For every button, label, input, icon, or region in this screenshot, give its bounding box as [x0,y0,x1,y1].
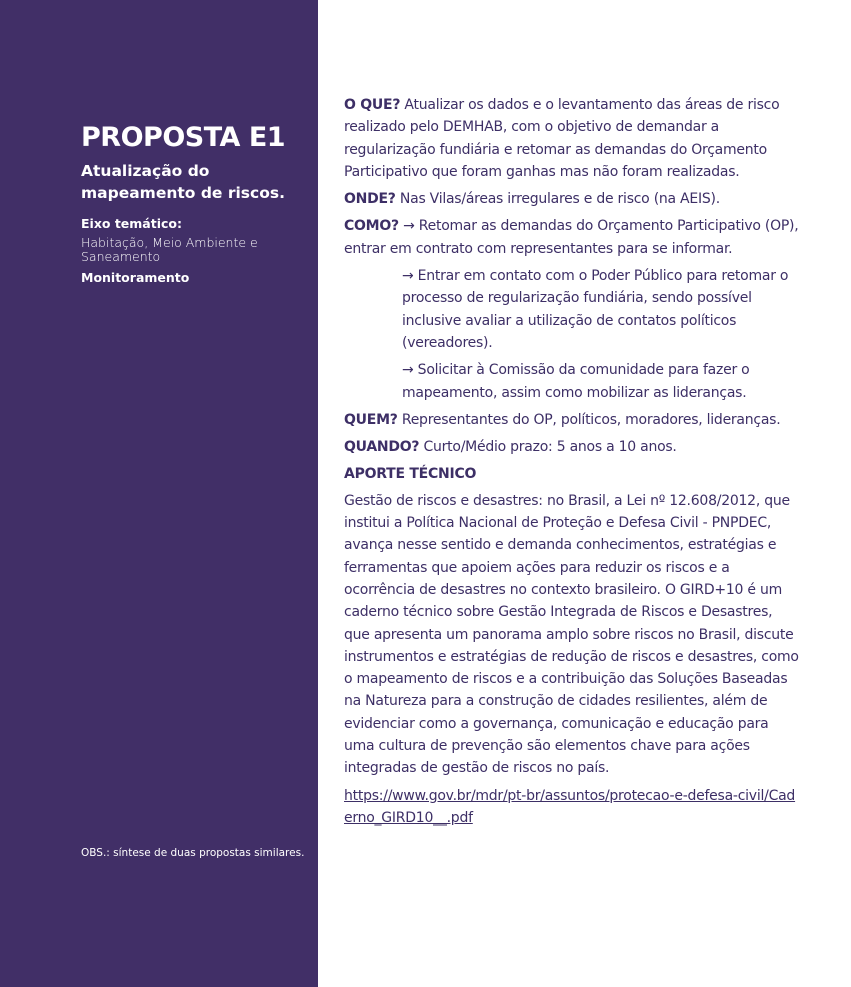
sidebar-panel [0,0,318,987]
observation-note: OBS.: síntese de duas propostas similares. [81,847,305,859]
who-label: QUEM? [344,411,398,428]
who-text: Representantes do OP, políticos, moradores, lideranças. [397,411,781,428]
where-text: Nas Vilas/áreas irregulares e de risco (na AEIS). [395,191,720,208]
how-item-1: → Entrar em contato com o Poder Público para retomar o processo de regularização fundiária, sendo possível inclusive avaliar a utilização de contatos políticos (vereadores). [402,268,789,351]
when-text: Curto/Médio prazo: 5 anos a 10 anos. [419,439,677,456]
who-paragraph [344,409,802,431]
how-paragraph [344,215,802,260]
technical-support-text: Gestão de riscos e desastres: no Brasil, a Lei nº 12.608/2012, que institui a Política Nacional de Proteção e Defesa Civil - PNPDEC, avança nesse sentido e demanda conhecimentos, estratégias e ferramentas que apoiem ações para reduzir os riscos e a ocorrência de desastres no contexto brasileiro. O GIRD+10 é um caderno técnico sobre Gestão Integrada de Riscos e Desastres, que apresenta um panorama amplo sobre riscos no Brasil, discute instrumentos e estratégias de redução de riscos e desastres, como o mapeamento de riscos e a contribuição das Soluções Baseadas na Natureza para a construção de cidades resilientes, além de evidenciar como a governança, comunicação e educação para uma cultura de prevenção são elementos chave para ações integradas de gestão de riscos no país. [344,492,799,777]
when-paragraph [344,436,802,458]
how-item-2: → Solicitar à Comissão da comunidade para fazer o mapeamento, assim como mobilizar as lideranças. [402,362,750,401]
how-label: COMO? [344,218,399,235]
what-paragraph [344,94,802,183]
where-label: ONDE? [344,191,396,208]
how-text: → Retomar as demandas do Orçamento Participativo (OP), entrar em contrato com representantes para se informar. [344,218,799,257]
technical-support-heading: APORTE TÉCNICO [344,466,477,483]
gird-document-link[interactable]: https://www.gov.br/mdr/pt-br/assuntos/protecao-e-defesa-civil/Caderno_GIRD10__.pdf [344,787,796,826]
monitoring-label: Monitoramento [81,270,190,285]
when-label: QUANDO? [344,439,420,456]
theme-axis-value: Habitação, Meio Ambiente e Saneamento [81,235,258,264]
what-label: O QUE? [344,97,401,113]
proposal-title: PROPOSTA E1 [81,122,286,153]
proposal-subtitle: Atualização do mapeamento de riscos. [81,162,285,202]
theme-axis-label: Eixo temático: [81,216,182,231]
where-paragraph [344,188,802,210]
what-text: Atualizar os dados e o levantamento das áreas de risco realizado pelo DEMHAB, com o objetivo de demandar a regularização fundiária e retomar as demandas do Orçamento Participativo que foram ganhas mas não foram realizadas. [344,97,780,180]
proposal-content [344,94,802,829]
